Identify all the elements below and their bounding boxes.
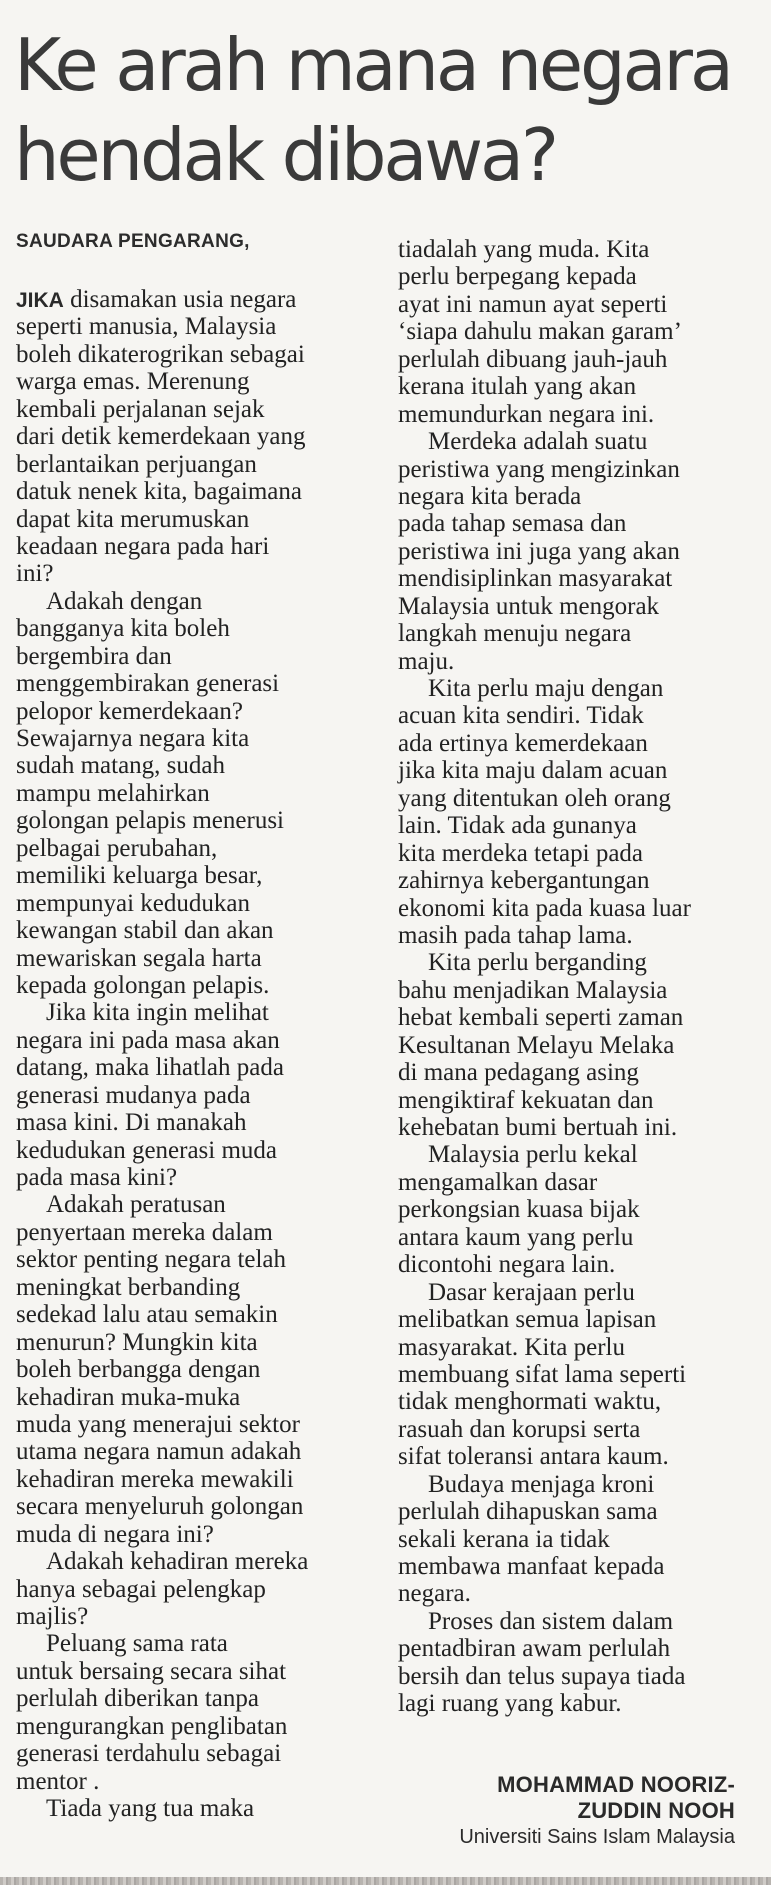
line-text: Merdeka adalah suatu	[428, 428, 648, 456]
line-text: utama negara namun adakah	[16, 1438, 302, 1466]
body-text-line	[16, 1658, 388, 1685]
line-text: peristiwa yang mengizinkan	[398, 455, 680, 483]
body-text-line	[16, 1740, 388, 1767]
line-text: mendisiplinkan masyarakat	[398, 565, 673, 593]
body-text-line	[16, 1466, 388, 1493]
body-text-line	[16, 1630, 388, 1657]
line-text: maju.	[398, 647, 455, 675]
line-text: negara ini pada masa akan	[16, 1026, 280, 1054]
line-text: memiliki keluarga besar,	[16, 862, 263, 890]
line-text: sedekad lalu atau semakin	[16, 1301, 278, 1329]
body-text-line	[16, 286, 388, 313]
right-column	[398, 236, 766, 1718]
author-name-line-2: ZUDDIN NOOH	[577, 1798, 735, 1823]
body-text-line	[398, 291, 766, 318]
line-text: perlulah dibuang jauh-jauh	[398, 345, 668, 373]
body-text-line	[398, 1224, 766, 1251]
line-text: ini?	[16, 560, 54, 588]
line-text: kehadiran muka-muka	[16, 1383, 241, 1411]
body-text-line	[16, 423, 388, 450]
line-text: Kesultanan Melayu Melaka	[398, 1031, 675, 1059]
line-text: dari detik kemerdekaan yang	[16, 423, 306, 451]
line-text: perlulah dihapuskan sama	[398, 1498, 658, 1526]
line-text: muda di negara ini?	[16, 1520, 214, 1548]
body-text-line	[16, 698, 388, 725]
line-text: antara kaum yang perlu	[398, 1223, 634, 1251]
body-text-line	[398, 757, 766, 784]
line-text: kedudukan generasi muda	[16, 1136, 278, 1164]
body-text-line	[16, 1493, 388, 1520]
line-text: mengurangkan penglibatan	[16, 1712, 288, 1740]
body-text-line	[16, 506, 388, 533]
body-text-line	[16, 1082, 388, 1109]
body-text-line	[16, 1054, 388, 1081]
line-text: boleh dikaterogrikan sebagai	[16, 340, 305, 368]
body-text-line	[398, 1004, 766, 1031]
line-text: lain. Tidak ada gunanya	[398, 812, 637, 840]
line-text: Budaya menjaga kroni	[428, 1470, 655, 1498]
line-text: generasi terdahulu sebagai	[16, 1740, 282, 1768]
line-text: berlantaikan perjuangan	[16, 450, 257, 478]
scan-edge-divider	[0, 1877, 771, 1885]
line-text: bahu menjadikan Malaysia	[398, 976, 668, 1004]
line-text: sekali kerana ia tidak	[398, 1525, 610, 1553]
body-text-line	[16, 835, 388, 862]
line-text: acuan kita sendiri. Tidak	[398, 702, 644, 730]
line-text: membuang sifat lama seperti	[398, 1360, 687, 1388]
body-text-line	[16, 1685, 388, 1712]
body-text-line	[398, 949, 766, 976]
line-text: kewangan stabil dan akan	[16, 917, 274, 945]
line-text: pada masa kini?	[16, 1164, 178, 1191]
line-text: Sewajarnya negara kita	[16, 725, 250, 752]
left-column	[16, 286, 388, 1823]
line-text: zahirnya kebergantungan	[398, 867, 650, 895]
body-text-line	[16, 725, 388, 752]
line-text: hebat kembali seperti zaman	[398, 1004, 684, 1032]
line-text: mampu melahirkan	[16, 779, 210, 807]
line-text: mempunyai kedudukan	[16, 889, 250, 917]
body-text-line	[16, 972, 388, 999]
body-text-line	[16, 1137, 388, 1164]
line-text: perlu berpegang kepada	[398, 263, 637, 291]
body-text-line	[398, 1169, 766, 1196]
line-text: masih pada tahap lama.	[398, 921, 633, 949]
body-text-line	[16, 1356, 388, 1383]
line-text: tiadalah yang muda. Kita	[398, 236, 650, 263]
body-text-line	[398, 1690, 766, 1717]
line-text: yang ditentukan oleh orang	[398, 784, 671, 812]
body-text-line	[398, 895, 766, 922]
line-text: Dasar kerajaan perlu	[428, 1278, 635, 1306]
line-text: kehadiran mereka mewakili	[16, 1465, 294, 1493]
line-text: mewariskan segala harta	[16, 944, 262, 972]
headline-line-2: hendak dibawa?	[14, 113, 556, 197]
line-text: masa kini. Di manakah	[16, 1109, 247, 1137]
line-text: jika kita maju dalam acuan	[398, 757, 668, 785]
body-text-line	[398, 1635, 766, 1662]
body-text-line	[16, 1384, 388, 1411]
line-text: Malaysia perlu kekal	[428, 1141, 638, 1169]
line-text: langkah menuju negara	[398, 620, 632, 648]
line-text: kepada golongan pelapis.	[16, 971, 270, 999]
body-text-line	[398, 702, 766, 729]
body-text-line	[398, 565, 766, 592]
line-text: Proses dan sistem dalam	[428, 1607, 674, 1635]
body-text-line	[16, 560, 388, 587]
author-name-line-1: MOHAMMAD NOORIZ-	[497, 1772, 735, 1797]
body-text-line	[398, 1580, 766, 1607]
line-text: boleh berbangga dengan	[16, 1356, 261, 1384]
line-text: Kita perlu maju dengan	[428, 675, 664, 702]
body-text-line	[16, 1603, 388, 1630]
body-text-line	[398, 510, 766, 537]
body-text-line	[398, 867, 766, 894]
body-text-line	[16, 341, 388, 368]
line-text: perkongsian kuasa bijak	[398, 1196, 640, 1224]
body-text-line	[16, 451, 388, 478]
body-text-line	[398, 840, 766, 867]
body-text-line	[398, 1416, 766, 1443]
body-text-line	[398, 483, 766, 510]
body-text-line	[16, 945, 388, 972]
body-text-line	[16, 533, 388, 560]
body-text-line	[398, 977, 766, 1004]
body-text-line	[16, 1713, 388, 1740]
line-text: di mana pedagang asing	[398, 1059, 639, 1087]
body-text-line	[398, 1334, 766, 1361]
line-text: disamakan usia negara	[63, 286, 297, 313]
body-text-line	[16, 1027, 388, 1054]
line-text: negara kita berada	[398, 482, 582, 510]
body-text-line	[398, 1443, 766, 1470]
body-text-line	[398, 1141, 766, 1168]
body-text-line	[398, 648, 766, 675]
line-text: kerana itulah yang akan	[398, 373, 637, 401]
line-text: bangganya kita boleh	[16, 615, 230, 643]
body-text-line	[16, 1164, 388, 1191]
body-text-line	[398, 456, 766, 483]
body-text-line	[16, 1329, 388, 1356]
line-text: kehebatan bumi bertuah ini.	[398, 1114, 678, 1141]
body-text-line	[16, 670, 388, 697]
body-text-line	[398, 1388, 766, 1415]
line-text: kita merdeka tetapi pada	[398, 839, 644, 867]
line-text: ada ertinya kemerdekaan	[398, 729, 648, 757]
body-text-line	[398, 1306, 766, 1333]
body-text-line	[16, 1301, 388, 1328]
signature-block	[459, 1772, 735, 1850]
line-text: sektor penting negara telah	[16, 1246, 287, 1274]
line-text: mengiktiraf kekuatan dan	[398, 1086, 654, 1114]
body-text-line	[398, 373, 766, 400]
line-text: penyertaan mereka dalam	[16, 1218, 273, 1246]
line-text: datang, maka lihatlah pada	[16, 1054, 284, 1082]
body-text-line	[16, 313, 388, 340]
line-text: peristiwa ini juga yang akan	[398, 537, 680, 565]
body-text-line	[398, 428, 766, 455]
line-text: meningkat berbanding	[16, 1273, 241, 1301]
body-text-line	[16, 478, 388, 505]
body-text-line	[398, 1114, 766, 1141]
line-text: perlulah diberikan tanpa	[16, 1685, 259, 1713]
body-text-line	[16, 1191, 388, 1218]
line-text: ekonomi kita pada kuasa luar	[398, 894, 691, 922]
line-text: pelbagai perubahan,	[16, 834, 218, 862]
body-text-line	[398, 785, 766, 812]
body-text-line	[398, 1279, 766, 1306]
body-text-line	[16, 396, 388, 423]
body-text-line	[16, 1219, 388, 1246]
body-text-line	[398, 538, 766, 565]
body-text-line	[16, 999, 388, 1026]
body-text-line	[16, 1548, 388, 1575]
line-text: menurun? Mungkin kita	[16, 1328, 258, 1356]
body-text-line	[398, 1471, 766, 1498]
line-text: ayat ini namun ayat seperti	[398, 290, 668, 318]
body-text-line	[398, 1663, 766, 1690]
line-text: dicontohi negara lain.	[398, 1251, 616, 1279]
line-text: melibatkan semua lapisan	[398, 1306, 657, 1334]
body-text-line	[16, 780, 388, 807]
line-text: memundurkan negara ini.	[398, 400, 655, 428]
body-text-line	[398, 1526, 766, 1553]
body-text-line	[16, 1521, 388, 1548]
article-headline	[14, 20, 754, 200]
body-text-line	[398, 1553, 766, 1580]
line-text: bersih dan telus supaya tiada	[398, 1662, 686, 1690]
body-text-line	[16, 588, 388, 615]
line-text: pentadbiran awam perlulah	[398, 1635, 671, 1663]
line-text: Tiada yang tua maka	[46, 1795, 255, 1823]
body-text-line	[398, 401, 766, 428]
body-text-line	[398, 318, 766, 345]
body-text-line	[398, 675, 766, 702]
line-text: generasi mudanya pada	[16, 1081, 251, 1109]
author-organization: Universiti Sains Islam Malaysia	[459, 1826, 735, 1848]
body-text-line	[16, 862, 388, 889]
line-text: rasuah dan korupsi serta	[398, 1415, 641, 1443]
line-text: kembali perjalanan sejak	[16, 395, 265, 423]
line-text: hanya sebagai pelengkap	[16, 1575, 266, 1603]
line-text: dapat kita merumuskan	[16, 505, 250, 533]
body-text-line	[16, 917, 388, 944]
body-text-line	[16, 1411, 388, 1438]
line-text: ‘siapa dahulu makan garam’	[398, 318, 682, 346]
body-text-line	[16, 1109, 388, 1136]
body-text-line	[16, 1795, 388, 1822]
line-text: secara menyeluruh golongan	[16, 1493, 304, 1521]
line-text: tidak menghormati waktu,	[398, 1388, 662, 1416]
body-text-line	[398, 1608, 766, 1635]
line-text: mentor .	[16, 1767, 100, 1795]
line-text: pada tahap semasa dan	[398, 510, 627, 538]
body-text-line	[398, 1059, 766, 1086]
line-text: pelopor kemerdekaan?	[16, 697, 243, 725]
lead-word: JIKA	[16, 289, 64, 312]
line-text: keadaan negara pada hari	[16, 532, 270, 560]
line-text: sifat toleransi antara kaum.	[398, 1443, 669, 1471]
body-text-line	[398, 1251, 766, 1278]
body-text-line	[398, 1498, 766, 1525]
body-text-line	[16, 890, 388, 917]
body-text-line	[398, 1361, 766, 1388]
body-text-line	[16, 615, 388, 642]
line-text: Kita perlu berganding	[428, 949, 647, 977]
body-text-line	[16, 1438, 388, 1465]
line-text: Peluang sama rata	[46, 1630, 228, 1658]
body-text-line	[398, 346, 766, 373]
line-text: bergembira dan	[16, 642, 172, 670]
body-text-line	[16, 1274, 388, 1301]
line-text: muda yang menerajui sektor	[16, 1410, 300, 1438]
line-text: mengamalkan dasar	[398, 1168, 598, 1196]
line-text: warga emas. Merenung	[16, 368, 250, 396]
line-text: masyarakat. Kita perlu	[398, 1333, 625, 1361]
body-text-line	[398, 1087, 766, 1114]
body-text-line	[398, 263, 766, 290]
body-text-line	[398, 922, 766, 949]
line-text: seperti manusia, Malaysia	[16, 313, 277, 341]
body-text-line	[398, 1032, 766, 1059]
line-text: sudah matang, sudah	[16, 752, 225, 780]
line-text: Adakah kehadiran mereka	[46, 1548, 309, 1576]
headline-line-1: Ke arah mana negara	[14, 23, 731, 107]
line-text: untuk bersaing secara sihat	[16, 1657, 287, 1685]
line-text: Adakah peratusan	[46, 1191, 226, 1219]
line-text: Adakah dengan	[46, 587, 203, 615]
line-text: lagi ruang yang kabur.	[398, 1690, 622, 1718]
line-text: majlis?	[16, 1603, 89, 1630]
body-text-line	[398, 620, 766, 647]
body-text-line	[16, 368, 388, 395]
line-text: Jika kita ingin melihat	[46, 999, 269, 1027]
line-text: golongan pelapis menerusi	[16, 807, 284, 835]
body-text-line	[16, 643, 388, 670]
line-text: negara.	[398, 1580, 471, 1608]
salutation: SAUDARA PENGARANG,	[16, 231, 250, 252]
body-text-line	[398, 236, 766, 263]
body-text-line	[398, 730, 766, 757]
body-text-line	[398, 593, 766, 620]
body-text-line	[16, 752, 388, 779]
body-text-line	[398, 1196, 766, 1223]
body-text-line	[16, 1768, 388, 1795]
body-text-line	[398, 812, 766, 839]
body-text-line	[16, 807, 388, 834]
body-text-line	[16, 1576, 388, 1603]
body-text-line	[16, 1246, 388, 1273]
line-text: datuk nenek kita, bagaimana	[16, 478, 302, 506]
line-text: membawa manfaat kepada	[398, 1553, 665, 1580]
line-text: menggembirakan generasi	[16, 670, 280, 698]
line-text: Malaysia untuk mengorak	[398, 592, 660, 620]
